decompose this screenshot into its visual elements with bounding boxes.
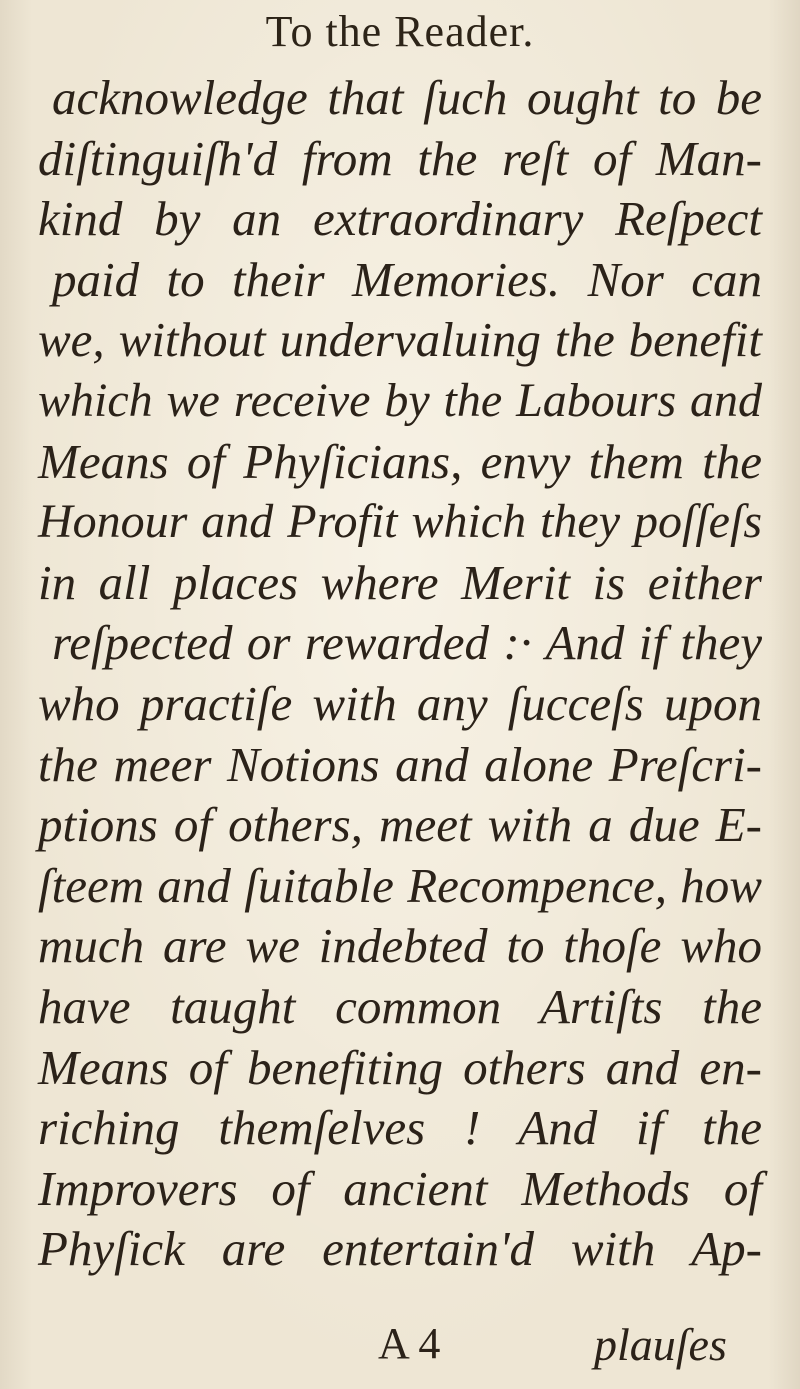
text-line: ſteem and ſuitable Recompence, how xyxy=(38,857,762,913)
signature-mark: A 4 xyxy=(378,1319,441,1368)
body-text xyxy=(38,68,762,1280)
text-line: riching themſelves ! And if the xyxy=(38,1100,762,1156)
text-line: Means of Phyſicians, envy them the xyxy=(38,433,762,489)
text-line: the meer Notions and alone Preſcri- xyxy=(38,736,762,792)
text-line: diſtinguiſh'd from the reſt of Man- xyxy=(38,130,762,186)
text-line: have taught common Artiſts the xyxy=(38,978,762,1034)
text-line: reſpected or rewarded :· And if they xyxy=(52,615,762,671)
text-line: ptions of others, meet with a due E- xyxy=(38,797,762,853)
catchword: plauſes xyxy=(594,1319,727,1370)
text-line: Improvers of ancient Methods of xyxy=(38,1160,762,1216)
text-line: kind by an extraordinary Reſpect xyxy=(38,191,762,247)
text-line: Phyſick are entertain'd with Ap- xyxy=(38,1221,762,1277)
text-line: who practiſe with any ſucceſs upon xyxy=(38,675,762,731)
text-line: paid to their Memories. Nor can xyxy=(52,251,762,307)
text-line: which we receive by the Labours and xyxy=(38,373,762,427)
page-footer xyxy=(0,1318,800,1378)
text-line: Honour and Profit which they poſſeſs xyxy=(38,495,762,549)
text-line: Means of benefiting others and en- xyxy=(38,1039,762,1095)
text-line: in all places where Merit is either xyxy=(38,554,762,610)
text-line: acknowledge that ſuch ought to be xyxy=(52,70,762,125)
text-line: we, without undervaluing the benefit xyxy=(38,312,762,368)
running-header: To the Reader. xyxy=(265,7,535,56)
text-line: much are we indebted to thoſe who xyxy=(38,918,762,974)
